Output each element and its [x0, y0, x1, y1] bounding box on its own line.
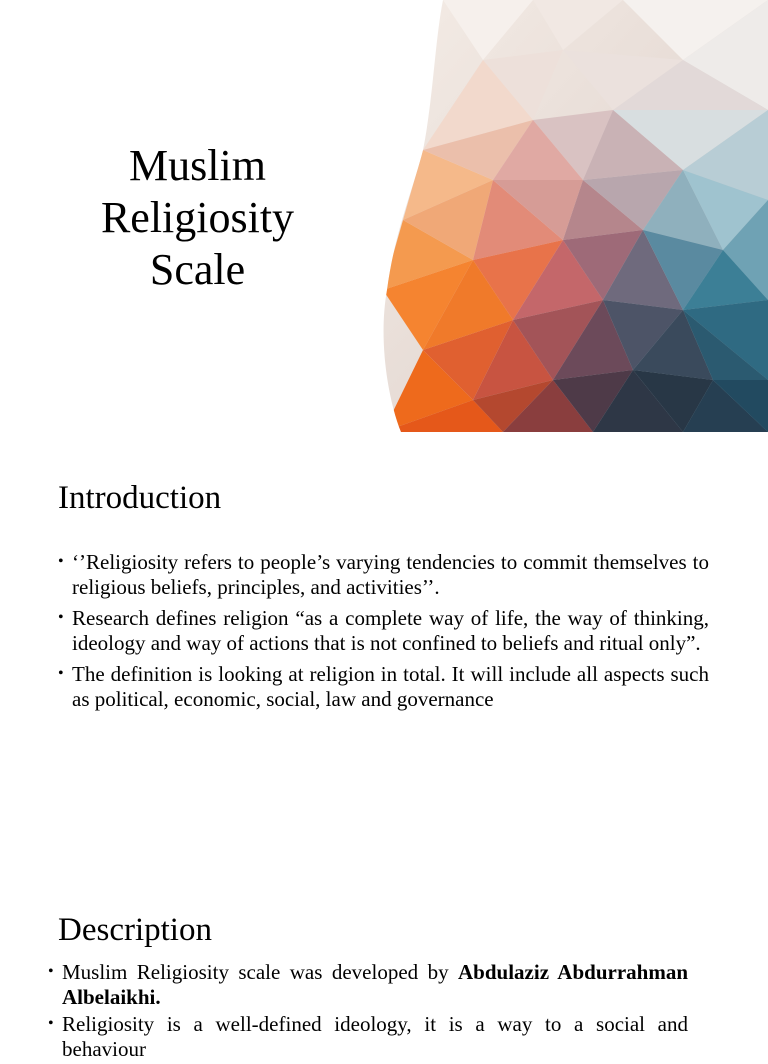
bullet-item	[48, 960, 688, 1009]
bullet-item: • ‘’Religiosity refers to people’s varying tendencies to commit themselves to religious beliefs, principles, and activities’’.	[58, 550, 709, 599]
introduction-bullet-list	[58, 550, 709, 718]
author-name: Abdulaziz Abdurrahman Albelaikhi.	[62, 960, 688, 1009]
title-slide	[0, 0, 768, 432]
presentation-title: Muslim Religiosity Scale	[100, 141, 295, 294]
polygon-art-decoration	[383, 0, 768, 432]
description-bullet-list	[48, 960, 688, 1064]
bullet-text: Muslim Religiosity scale was developed by	[62, 960, 459, 984]
bullet-item-cut-off: • Religiosity is a well-defined ideology, it is a way to a social and behaviour	[48, 1012, 688, 1061]
introduction-slide	[0, 432, 768, 864]
bullet-item: • Research defines religion “as a complete way of life, the way of thinking, ideology and way of actions that is not confined to beliefs and ritual only”.	[58, 606, 709, 655]
description-heading: Description	[58, 912, 212, 948]
bullet-item: • The definition is looking at religion in total. It will include all aspects such as political, economic, social, law and governance	[58, 662, 709, 711]
introduction-heading: Introduction	[58, 480, 222, 516]
description-slide	[0, 864, 768, 1061]
